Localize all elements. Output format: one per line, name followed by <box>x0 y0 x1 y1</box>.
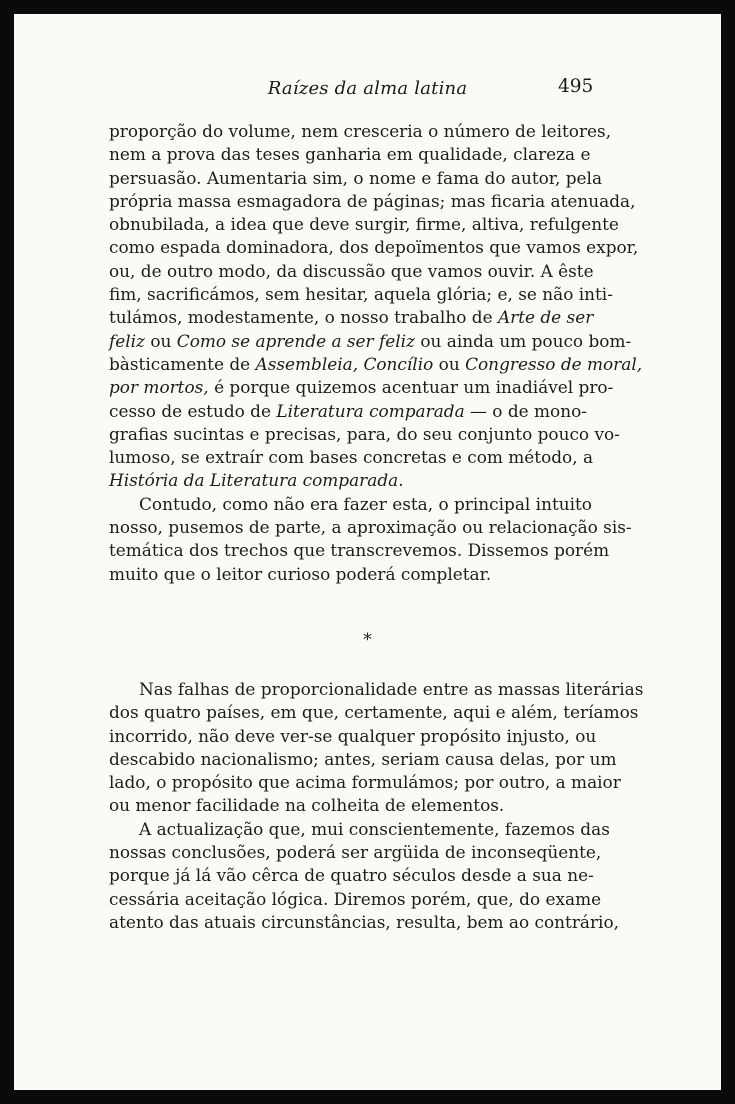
text-run: — o de mono- <box>470 400 587 421</box>
text-line: lado, o propósito que acima formulámos; por outro, a maior <box>109 772 621 793</box>
text-line: ou menor facilidade na colheita de elementos. <box>109 795 505 816</box>
text-line: persuasão. Aumentaria sim, o nome e fama do autor, pela <box>109 167 603 188</box>
text-line: dos quatro países, em que, certamente, aqui e além, teríamos <box>109 702 639 723</box>
text-line: A actualização que, mui conscientemente, fazemos das <box>139 818 610 839</box>
text-line: incorrido, não deve ver-se qualquer propósito injusto, ou <box>109 725 597 746</box>
paragraph <box>109 818 619 934</box>
body-text-top <box>109 120 643 586</box>
text-line: obnubilada, a idea que deve surgir, firme, altiva, refulgente <box>109 214 619 235</box>
text-run: ou <box>150 330 172 351</box>
italic-title: Congresso de moral, <box>465 353 643 374</box>
italic-title: Assembleia, Concílio <box>255 353 434 374</box>
text-line: ou, de outro modo, da discussão que vamos ouvir. A êste <box>109 260 594 281</box>
italic-title: Literatura comparada <box>276 400 465 421</box>
text-line: lumoso, se extraír com bases concretas e com método, a <box>109 447 594 468</box>
text-run: tulámos, modestamente, o nosso trabalho de <box>109 307 493 328</box>
text-line: nem a prova das teses ganharia em qualidade, clareza e <box>109 144 591 165</box>
section-separator: * <box>363 630 372 650</box>
text-line: nosso, pusemos de parte, a aproximação ou relacionação sis- <box>109 517 632 538</box>
text-run: cesso de estudo de <box>109 400 271 421</box>
paragraph <box>109 493 632 586</box>
text-line: muito que o leitor curioso poderá completar. <box>109 563 492 584</box>
italic-title: Arte de ser <box>497 307 594 328</box>
text-line: atento das atuais circunstâncias, resulta, bem ao contrário, <box>109 911 619 932</box>
text-line <box>109 353 643 376</box>
text-line: fim, sacrificámos, sem hesitar, aquela glória; e, se não inti- <box>109 284 613 305</box>
text-line: Nas falhas de proporcionalidade entre as massas literárias <box>139 679 644 699</box>
book-page <box>14 14 721 1090</box>
text-line: Contudo, como não era fazer esta, o principal intuito <box>139 493 592 514</box>
running-head-title: Raízes da alma latina <box>267 78 468 99</box>
text-line: própria massa esmagadora de páginas; mas ficaria atenuada, <box>109 190 636 211</box>
text-line <box>109 306 594 329</box>
italic-title: feliz <box>109 330 145 351</box>
text-line: como espada dominadora, dos depoïmentos que vamos expor, <box>109 237 639 258</box>
running-head <box>14 78 721 108</box>
italic-title: por mortos, <box>109 377 209 398</box>
text-line: proporção do volume, nem cresceria o número de leitores, <box>109 121 612 141</box>
text-run: é porque quizemos acentuar um inadiável pro- <box>214 377 614 398</box>
text-run: bàsticamente de <box>109 353 251 374</box>
text-line: grafias sucintas e precisas, para, do seu conjunto pouco vo- <box>109 423 620 444</box>
paragraph <box>109 120 643 493</box>
text-line <box>109 400 586 423</box>
text-run: ou ainda um pouco bom- <box>420 330 632 351</box>
text-line <box>109 330 632 353</box>
paragraph <box>109 678 644 818</box>
italic-title: Como se aprende a ser feliz <box>176 330 415 351</box>
text-line: temática dos trechos que transcrevemos. Dissemos porém <box>109 540 610 561</box>
text-line: nossas conclusões, poderá ser argüida de inconseqüente, <box>109 842 602 863</box>
page-number: 495 <box>558 76 594 97</box>
text-run: ou <box>438 353 460 374</box>
text-line: História da Literatura comparada. <box>109 470 404 491</box>
text-line <box>109 376 614 399</box>
text-line: cessária aceitação lógica. Diremos porém, que, do exame <box>109 888 602 909</box>
text-line: porque já lá vão cêrca de quatro séculos desde a sua ne- <box>109 865 594 886</box>
text-line: descabido nacionalismo; antes, seriam causa delas, por um <box>109 748 617 769</box>
body-text-bottom <box>109 678 644 934</box>
